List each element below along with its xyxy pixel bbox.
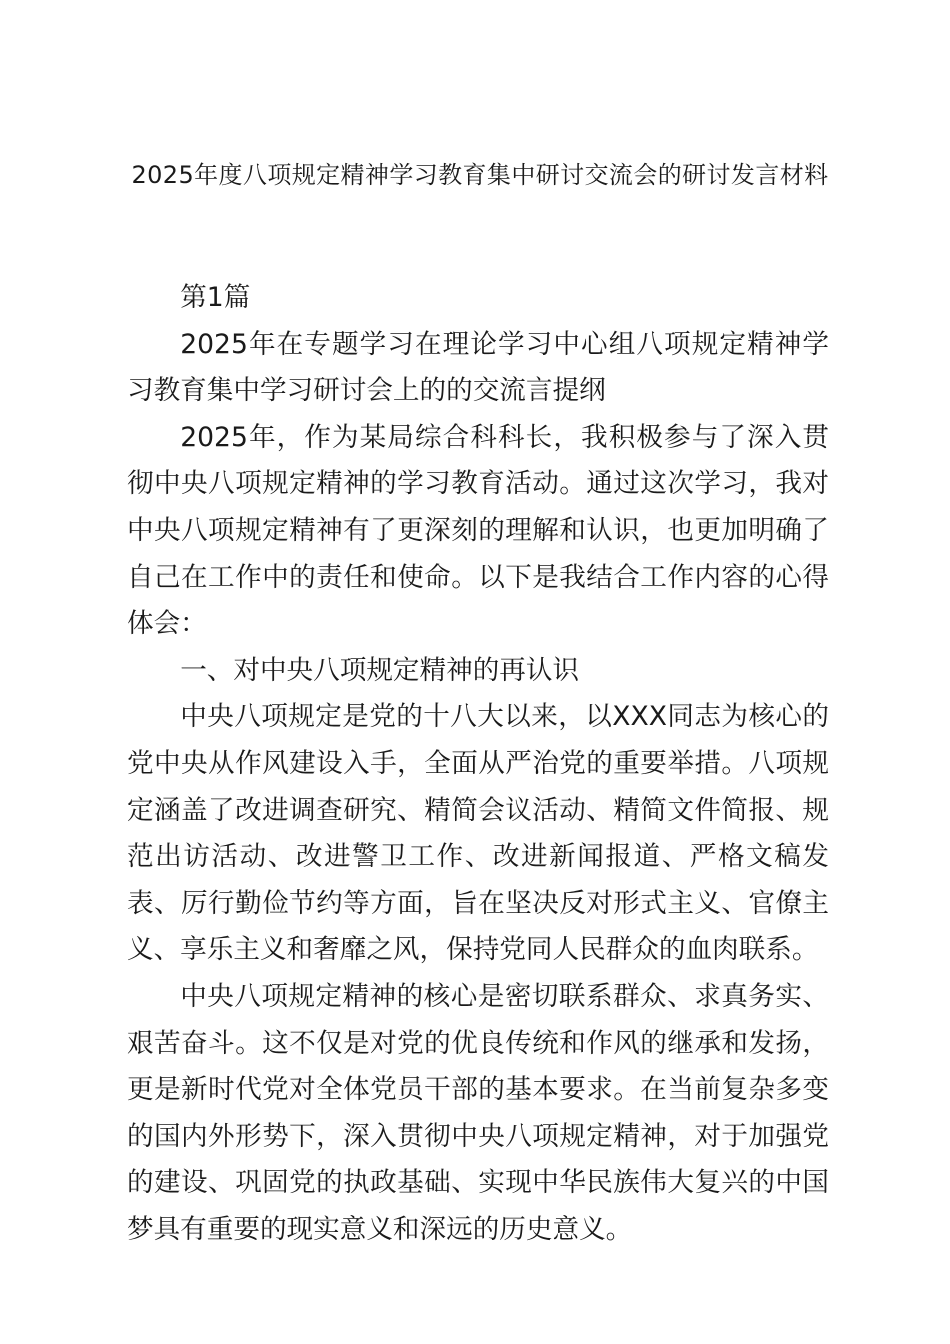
document-title: 2025年度八项规定精神学习教育集中研讨交流会的研讨发言材料 [131,161,829,189]
document-body [127,275,829,1253]
intro-paragraph: 2025年，作为某局综合科科长，我积极参与了深入贯彻中央八项规定精神的学习教育活动。通过这次学习，我对中央八项规定精神有了更深刻的理解和认识，也更加明确了自己在工作中的责任和使命。以下是我结合工作内容的心得体会： [127,421,829,640]
body-paragraph: 中央八项规定精神的核心是密切联系群众、求真务实、艰苦奋斗。这不仅是对党的优良传统和作风的继承和发扬，更是新时代党对全体党员干部的基本要求。在当前复杂多变的国内外形势下，深入贯彻中央八项规定精神，对于加强党的建设、巩固党的执政基础、实现中华民族伟大复兴的中国梦具有重要的现实意义和深远的历史意义。 [127,980,829,1245]
body-paragraph: 中央八项规定是党的十八大以来，以XXX同志为核心的党中央从作风建设入手，全面从严治党的重要举措。八项规定涵盖了改进调查研究、精简会议活动、精简文件简报、规范出访活动、改进警卫工作、改进新闻报道、严格文稿发表、厉行勤俭节约等方面，旨在坚决反对形式主义、官僚主义、享乐主义和奢靡之风，保持党同人民群众的血肉联系。 [127,701,829,966]
section-label: 第1篇 [180,282,251,313]
section-heading: 一、对中央八项规定精神的再认识 [180,654,580,686]
subtitle-paragraph: 2025年在专题学习在理论学习中心组八项规定精神学习教育集中学习研讨会上的的交流言提纲 [127,328,829,407]
